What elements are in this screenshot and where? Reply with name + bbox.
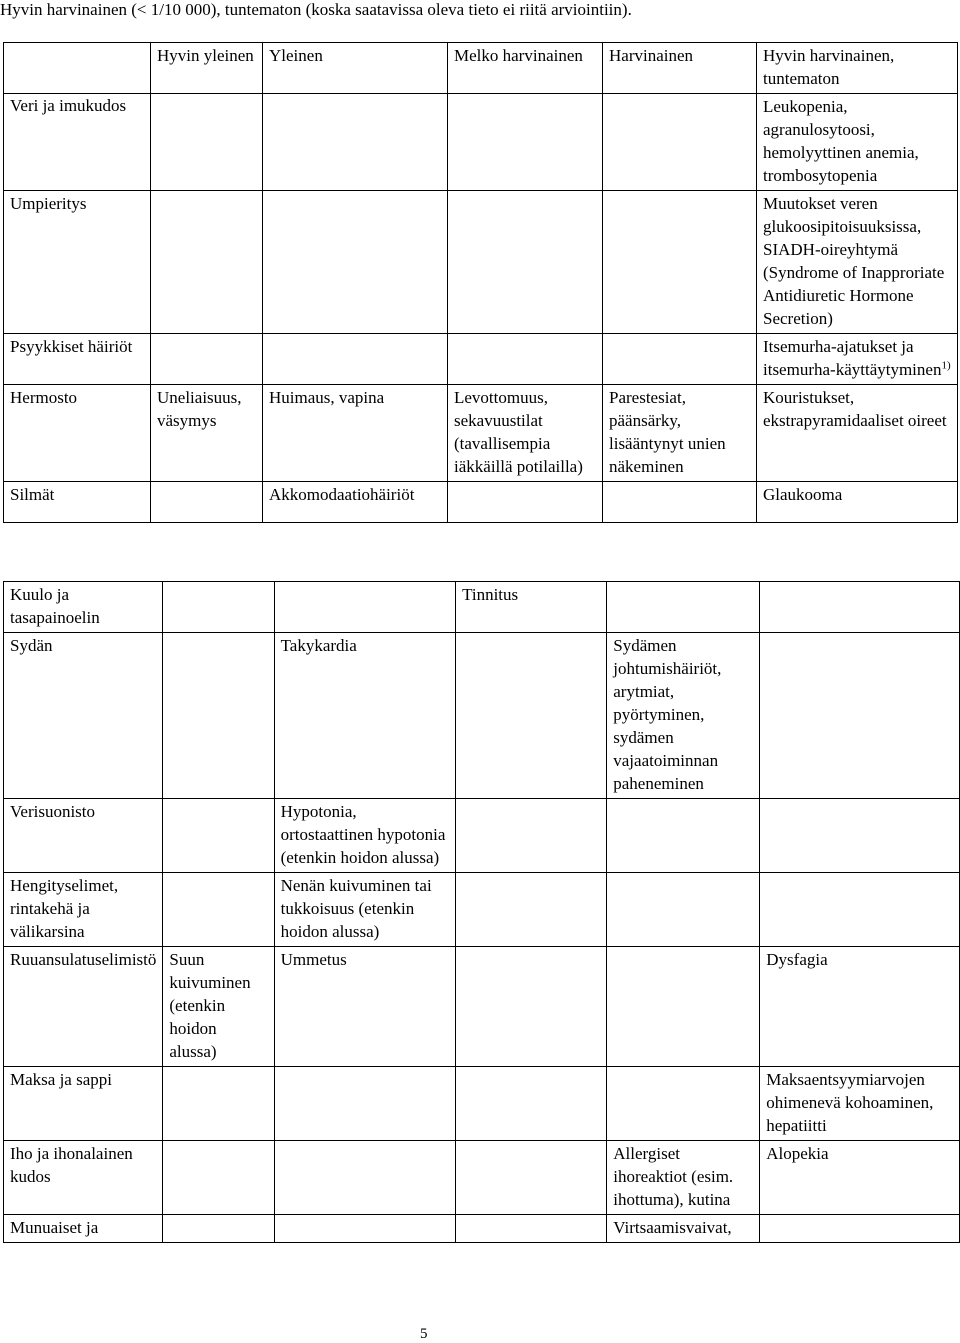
very-common-cell [163, 799, 274, 873]
organ-cell: Hermosto [4, 385, 151, 482]
very-rare-cell [760, 582, 960, 633]
organ-cell: Silmät [4, 482, 151, 523]
common-cell: Huimaus, vapina [263, 385, 448, 482]
table-row [4, 385, 958, 482]
very-rare-cell: Leukopenia, agranulosytoosi, hemolyyttinen anemia, trombosytopenia [757, 94, 958, 191]
common-cell: Nenän kuivuminen tai tukkoisuus (etenkin hoidon alussa) [274, 873, 455, 947]
organ-cell: Kuulo ja tasapainoelin [4, 582, 163, 633]
table-row [4, 582, 960, 633]
rare-cell [607, 1067, 760, 1141]
uncommon-cell [456, 1067, 607, 1141]
very-rare-cell: Alopekia [760, 1141, 960, 1215]
very-rare-cell: Dysfagia [760, 947, 960, 1067]
very-rare-cell: Maksaentsyymiarvojen ohimenevä kohoaminen, hepatiitti [760, 1067, 960, 1141]
very-common-cell [163, 1067, 274, 1141]
table-row [4, 94, 958, 191]
common-cell: Takykardia [274, 633, 455, 799]
rare-cell [603, 94, 757, 191]
organ-cell: Sydän [4, 633, 163, 799]
uncommon-cell [448, 191, 603, 334]
table-row [4, 191, 958, 334]
organ-cell: Iho ja ihonalainen kudos [4, 1141, 163, 1215]
very-common-cell [151, 334, 263, 385]
uncommon-cell [456, 799, 607, 873]
rare-cell [603, 191, 757, 334]
table-row [4, 633, 960, 799]
header-very-common: Hyvin yleinen [151, 43, 263, 94]
page-number: 5 [420, 1326, 428, 1342]
common-cell [263, 334, 448, 385]
very-common-cell [163, 1141, 274, 1215]
table-row [4, 799, 960, 873]
very-common-cell [163, 633, 274, 799]
rare-cell: Sydämen johtumishäiriöt, arytmiat, pyörtyminen, sydämen vajaatoiminnan paheneminen [607, 633, 760, 799]
very-common-cell [151, 94, 263, 191]
very-common-cell: Suun kuivuminen (etenkin hoidon alussa) [163, 947, 274, 1067]
uncommon-cell [456, 633, 607, 799]
very-common-cell [163, 582, 274, 633]
very-common-cell [151, 482, 263, 523]
very-rare-cell: Muutokset veren glukoosipitoisuuksissa, SIADH-oireyhtymä (Syndrome of Inapproriate Antidiuretic Hormone Secretion) [757, 191, 958, 334]
common-cell: Hypotonia, ortostaattinen hypotonia (etenkin hoidon alussa) [274, 799, 455, 873]
common-cell [274, 582, 455, 633]
rare-cell [607, 799, 760, 873]
very-rare-cell: Kouristukset, ekstrapyramidaaliset oireet [757, 385, 958, 482]
common-cell [274, 1067, 455, 1141]
very-rare-cell: Glaukooma [757, 482, 958, 523]
organ-cell: Hengityselimet, rintakehä ja välikarsina [4, 873, 163, 947]
common-cell [263, 191, 448, 334]
header-rare: Harvinainen [603, 43, 757, 94]
very-common-cell [163, 873, 274, 947]
rare-cell [607, 582, 760, 633]
rare-cell [607, 947, 760, 1067]
very-rare-cell: Itsemurha-ajatukset ja itsemurha-käyttäytyminen$^{1)}$ [757, 334, 958, 385]
table-row [4, 1141, 960, 1215]
rare-cell [607, 873, 760, 947]
uncommon-cell [456, 873, 607, 947]
header-row [4, 43, 958, 94]
very-rare-cell [760, 799, 960, 873]
very-rare-cell [760, 1215, 960, 1243]
uncommon-cell [456, 1215, 607, 1243]
header-uncommon: Melko harvinainen [448, 43, 603, 94]
table-row [4, 947, 960, 1067]
organ-cell: Ruuansulatuselimistö [4, 947, 163, 1067]
uncommon-cell [456, 1141, 607, 1215]
organ-cell: Psyykkiset häiriöt [4, 334, 151, 385]
adverse-effects-table-part2 [3, 581, 960, 1243]
uncommon-cell: Tinnitus [456, 582, 607, 633]
organ-cell: Veri ja imukudos [4, 94, 151, 191]
rare-cell [603, 482, 757, 523]
rare-cell [603, 334, 757, 385]
table-row [4, 334, 958, 385]
organ-cell: Munuaiset ja [4, 1215, 163, 1243]
common-cell: Akkomodaatiohäiriöt [263, 482, 448, 523]
common-cell [274, 1141, 455, 1215]
common-cell [263, 94, 448, 191]
organ-cell: Verisuonisto [4, 799, 163, 873]
uncommon-cell [456, 947, 607, 1067]
header-very-rare: Hyvin harvinainen, tuntematon [757, 43, 958, 94]
uncommon-cell [448, 482, 603, 523]
very-common-cell: Uneliaisuus, väsymys [151, 385, 263, 482]
very-rare-cell [760, 633, 960, 799]
organ-cell: Umpieritys [4, 191, 151, 334]
intro-text: Hyvin harvinainen (< 1/10 000), tuntematon (koska saatavissa oleva tieto ei riitä arviointiin). [0, 0, 632, 19]
rare-cell: Virtsaamisvaivat, [607, 1215, 760, 1243]
organ-cell: Maksa ja sappi [4, 1067, 163, 1141]
common-cell: Ummetus [274, 947, 455, 1067]
header-organ-cell [4, 43, 151, 94]
uncommon-cell [448, 334, 603, 385]
very-common-cell [151, 191, 263, 334]
common-cell [274, 1215, 455, 1243]
rare-cell: Allergiset ihoreaktiot (esim. ihottuma), kutina [607, 1141, 760, 1215]
table-row [4, 873, 960, 947]
table-row [4, 482, 958, 523]
very-common-cell [163, 1215, 274, 1243]
header-common: Yleinen [263, 43, 448, 94]
rare-cell: Parestesiat, päänsärky, lisääntynyt unien näkeminen [603, 385, 757, 482]
table-row [4, 1067, 960, 1141]
table-row [4, 1215, 960, 1243]
adverse-effects-table-part1 [3, 42, 958, 523]
very-rare-cell [760, 873, 960, 947]
footnote-marker: 1) [941, 359, 951, 372]
uncommon-cell: Levottomuus, sekavuustilat (tavallisempia iäkkäillä potilailla) [448, 385, 603, 482]
uncommon-cell [448, 94, 603, 191]
